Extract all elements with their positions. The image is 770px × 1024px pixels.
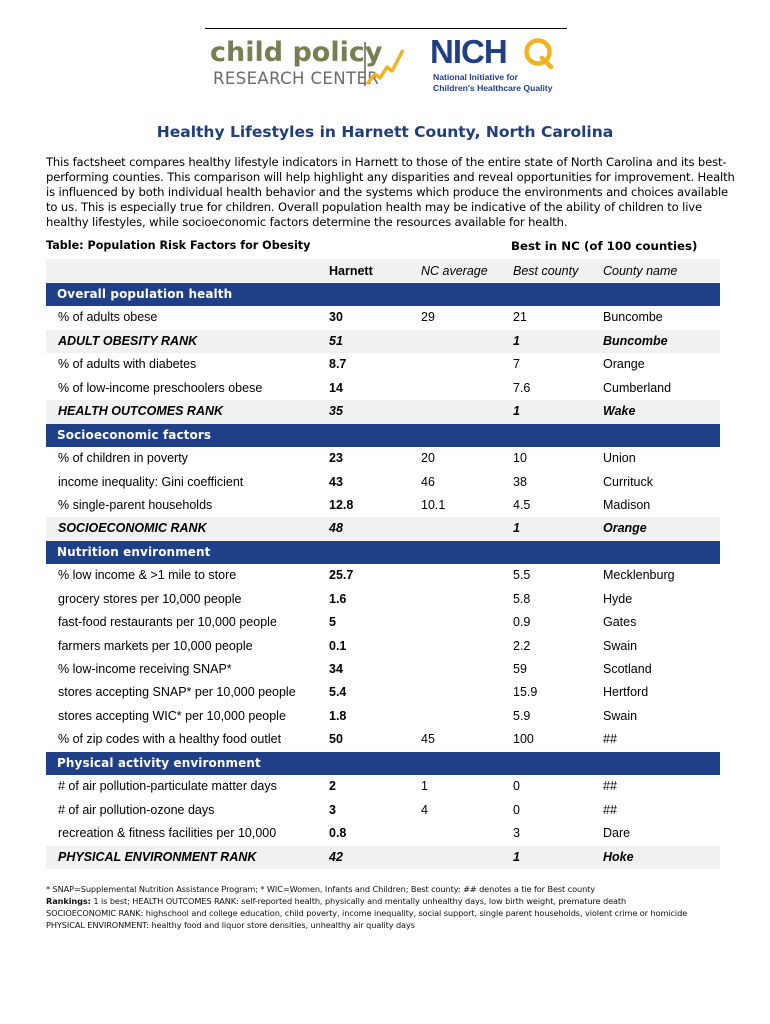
row-label: % of low-income preschoolers obese <box>58 380 263 395</box>
section-title: Nutrition environment <box>57 544 211 559</box>
col-nc-average: NC average <box>421 264 488 278</box>
footnote-rankings-label: Rankings: <box>46 896 91 906</box>
nc-average-value: 29 <box>421 310 435 325</box>
county-name-value: Swain <box>603 708 638 723</box>
best-county-value: 5.5 <box>513 568 531 583</box>
nc-average-value: 20 <box>421 451 435 466</box>
row-label: % single-parent households <box>58 497 213 512</box>
row-label: PHYSICAL ENVIRONMENT RANK <box>58 849 257 864</box>
row-label: income inequality: Gini coefficient <box>58 474 244 489</box>
county-name-value: ## <box>603 802 617 817</box>
row-label: % low-income receiving SNAP* <box>58 662 232 676</box>
rank-row <box>46 330 720 353</box>
best-county-value: 2.2 <box>513 638 531 653</box>
county-name-value: ## <box>603 732 617 747</box>
county-name-value: Mecklenburg <box>603 568 675 583</box>
footnote-physical-environment: PHYSICAL ENVIRONMENT: healthy food and liquor store densities, unhealthy air quality days <box>46 920 415 930</box>
harnett-value: 25.7 <box>329 568 354 583</box>
row-label: # of air pollution-ozone days <box>58 802 215 817</box>
growth-chart-icon <box>363 40 405 88</box>
header-rule <box>205 28 567 29</box>
harnett-value: 23 <box>329 451 343 466</box>
best-county-value: 4.5 <box>513 497 531 512</box>
best-county-value: 100 <box>513 732 534 747</box>
best-county-value: 0 <box>513 779 520 794</box>
child-policy-logo <box>210 38 390 98</box>
section-header-row <box>46 283 720 306</box>
harnett-value: 0.8 <box>329 826 347 841</box>
harnett-value: 1.6 <box>329 591 347 606</box>
best-county-value: 21 <box>513 310 527 325</box>
county-name-value: Madison <box>603 497 651 512</box>
table-row <box>46 775 720 798</box>
table-row <box>46 611 720 634</box>
section-title: Overall population health <box>57 287 233 301</box>
county-name-value: Buncombe <box>603 333 668 348</box>
table-row <box>46 471 720 494</box>
harnett-value: 5.4 <box>329 685 347 700</box>
harnett-value: 42 <box>329 849 343 864</box>
nc-average-value: 46 <box>421 474 435 489</box>
nc-average-value: 1 <box>421 779 428 794</box>
section-header-row <box>46 424 720 447</box>
harnett-value: 1.8 <box>329 708 347 723</box>
harnett-value: 35 <box>329 404 343 419</box>
table-row <box>46 306 720 329</box>
col-harnett: Harnett <box>329 264 373 278</box>
nichq-logo <box>430 34 570 98</box>
county-name-value: Scotland <box>603 662 652 676</box>
harnett-value: 3 <box>329 802 336 817</box>
best-county-value: 1 <box>513 333 520 348</box>
page-title: Healthy Lifestyles in Harnett County, North Carolina <box>156 123 614 141</box>
table-row <box>46 588 720 611</box>
county-name-value: Union <box>603 451 636 466</box>
harnett-value: 5 <box>329 615 336 630</box>
harnett-value: 8.7 <box>329 357 347 372</box>
cp-logo-title: child policy <box>210 37 383 68</box>
nichq-subtitle-line2: Children's Healthcare Quality <box>433 82 553 93</box>
footnote-socioeconomic: SOCIOECONOMIC RANK: highschool and college education, child poverty, income inequality, social support, single parent households, violent crime or homicide <box>46 908 688 918</box>
table-row <box>46 635 720 658</box>
harnett-value: 30 <box>329 310 343 325</box>
county-name-value: Wake <box>603 404 636 419</box>
table-header-row <box>46 259 720 282</box>
best-county-value: 59 <box>513 662 527 676</box>
row-label: # of air pollution-particulate matter days <box>58 779 277 794</box>
best-county-value: 1 <box>513 849 520 864</box>
county-name-value: Orange <box>603 521 647 536</box>
section-header-row <box>46 541 720 564</box>
footnote-abbreviations: * SNAP=Supplemental Nutrition Assistance Program; * WIC=Women, Infants and Children; Best county: ## denotes a tie for Best county <box>46 884 596 894</box>
table-row <box>46 728 720 751</box>
table-row <box>46 705 720 728</box>
row-label: recreation & fitness facilities per 10,000 <box>58 826 277 841</box>
county-name-value: Hyde <box>603 591 633 606</box>
county-name-value: Orange <box>603 357 645 372</box>
best-county-value: 3 <box>513 826 520 841</box>
best-county-value: 38 <box>513 474 527 489</box>
best-county-value: 0 <box>513 802 520 817</box>
nc-average-value: 45 <box>421 732 435 747</box>
best-county-value: 5.9 <box>513 708 531 723</box>
best-county-value: 5.8 <box>513 591 531 606</box>
row-label: % of adults obese <box>58 310 158 325</box>
row-label: stores accepting SNAP* per 10,000 people <box>58 685 296 700</box>
table-row <box>46 494 720 517</box>
county-name-value: ## <box>603 779 617 794</box>
harnett-value: 12.8 <box>329 497 354 512</box>
best-in-nc-header: Best in NC (of 100 counties) <box>511 239 698 253</box>
best-county-value: 10 <box>513 451 527 466</box>
section-title: Socioeconomic factors <box>57 427 212 442</box>
table-row <box>46 658 720 681</box>
table-row <box>46 377 720 400</box>
nichq-q-icon <box>522 36 558 74</box>
row-label: % of adults with diabetes <box>58 357 197 372</box>
table-row <box>46 353 720 376</box>
table-row <box>46 447 720 470</box>
best-county-value: 0.9 <box>513 615 531 630</box>
nichq-subtitle <box>433 72 553 93</box>
county-name-value: Swain <box>603 638 638 653</box>
best-county-value: 1 <box>513 521 520 536</box>
table-row <box>46 681 720 704</box>
row-label: fast-food restaurants per 10,000 people <box>58 615 277 630</box>
rank-row <box>46 846 720 869</box>
best-county-value: 7 <box>513 357 520 372</box>
harnett-value: 34 <box>329 662 343 676</box>
rank-row <box>46 400 720 423</box>
harnett-value: 51 <box>329 333 343 348</box>
best-county-value: 15.9 <box>513 685 538 700</box>
cp-logo-subtitle: RESEARCH CENTER <box>213 69 380 88</box>
nc-average-value: 10.1 <box>421 497 446 512</box>
col-best-county: Best county <box>513 264 579 278</box>
harnett-value: 14 <box>329 380 343 395</box>
harnett-value: 43 <box>329 474 343 489</box>
row-label: grocery stores per 10,000 people <box>58 591 242 606</box>
harnett-value: 48 <box>329 521 343 536</box>
county-name-value: Buncombe <box>603 310 663 325</box>
col-county-name: County name <box>603 264 678 278</box>
row-label: % of children in poverty <box>58 451 188 466</box>
table-row <box>46 564 720 587</box>
nc-average-value: 4 <box>421 802 428 817</box>
rank-row <box>46 517 720 540</box>
county-name-value: Currituck <box>603 474 654 489</box>
nichq-subtitle-line1: National Initiative for <box>433 72 518 82</box>
harnett-value: 50 <box>329 732 343 747</box>
row-label: SOCIOECONOMIC RANK <box>58 521 207 536</box>
nichq-wordmark: NICH <box>430 33 507 70</box>
footnote-rankings <box>46 895 746 907</box>
footnote-rankings-text: 1 is best; HEALTH OUTCOMES RANK: self-reported health, physically and mentally unhealthy days, low birth weight, premature death <box>90 896 627 906</box>
county-name-value: Hertford <box>603 685 649 700</box>
table-row <box>46 822 720 845</box>
county-name-value: Gates <box>603 615 637 630</box>
section-header-row <box>46 752 720 775</box>
risk-factors-table <box>46 283 720 869</box>
intro-paragraph: This factsheet compares healthy lifestyle indicators in Harnett to those of the entire state of North Carolina and its best-performing counties. This comparison will help highlight any disparities and reveal opportunities for improvement. Health is influenced by both individual health behavior and the systems which produce the environments and choices available to us. This is especially true for children. Overall population health may be indicative of the ability of children to live healthy lifestyles, while socioeconomic factors determine the resources available for health. <box>46 155 735 229</box>
county-name-value: Hoke <box>603 849 634 864</box>
footnotes <box>46 883 746 931</box>
row-label: stores accepting WIC* per 10,000 people <box>58 708 286 723</box>
table-row <box>46 799 720 822</box>
row-label: % of zip codes with a healthy food outlet <box>58 732 282 747</box>
row-label: HEALTH OUTCOMES RANK <box>58 404 224 419</box>
harnett-value: 0.1 <box>329 638 347 653</box>
best-county-value: 1 <box>513 404 520 419</box>
row-label: ADULT OBESITY RANK <box>58 333 198 348</box>
row-label: farmers markets per 10,000 people <box>58 638 253 653</box>
county-name-value: Dare <box>603 826 631 841</box>
row-label: % low income & >1 mile to store <box>58 568 237 583</box>
section-title: Physical activity environment <box>57 755 261 770</box>
harnett-value: 2 <box>329 779 336 794</box>
table-caption: Table: Population Risk Factors for Obesity <box>46 239 311 252</box>
best-county-value: 7.6 <box>513 380 531 395</box>
county-name-value: Cumberland <box>603 380 672 395</box>
